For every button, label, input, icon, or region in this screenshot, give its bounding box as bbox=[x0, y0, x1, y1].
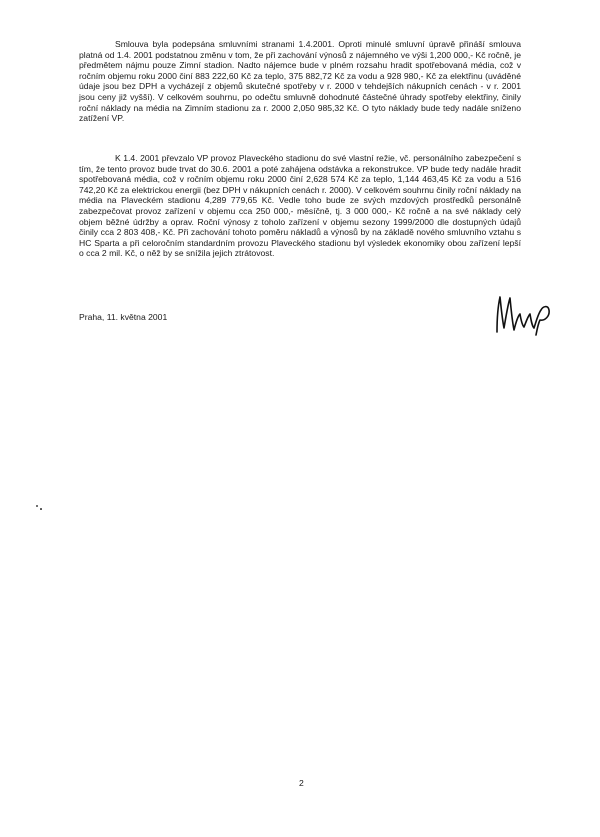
paragraph-2-text: K 1.4. 2001 převzalo VP provoz Plaveckého stadionu do své vlastní režie, vč. personálního zabezpečení s tím, že tento provoz bude trvat do 30.6. 2001 a poté zahájena odstávka a rekonstrukce. VP bude tedy nadále hradit spotřebovaná média, což v ročním objemu roku 2000 činí 2,628 574 Kč za teplo, 1,144 463,45 Kč za vodu a 516 742,20 Kč za elektrickou energii (bez DPH v nákupních cenách r. 2000). V celkovém souhrnu činily roční náklady na média na Plaveckém stadionu 4,289 779,65 Kč. Vedle toho bude ze svých mzdových prostředků personálně zabezpečovat provoz zařízení v objemu cca 250 000,- měsíčně, tj. 3 000 000,- Kč ročně a na své náklady celý objem běžné údržby a oprav. Roční výnosy z toholo zařízení v objemu sezony 1999/2000 dle dostupných údajů činily cca 2 803 408,- Kč. Při zachování tohoto poměru nákladů a výnosů by na základě nového smluvního vztahu s HC Sparta a při celoročním standardním provozu Plaveckého stadionu byl výsledek ekonomiky obou zařízení lepší o cca 2 mil. Kč, o něž by se snížila jejich ztrátovost. bbox=[79, 153, 521, 259]
paragraph-1 bbox=[79, 39, 521, 124]
scan-speck bbox=[40, 508, 42, 510]
paragraph-1-text: Smlouva byla podepsána smluvními stranami 1.4.2001. Oproti minulé smluvní úpravě přináší smlouva platná od 1.4. 2001 podstatnou změnu v tom, že při zachování výnosů z nájemného ve výši 1,200 000,- Kč ročně, je předmětem nájmu pouze Zimní stadion. Nadto nájemce bude v plném rozsahu hradit spotřebovaná média, což v ročním objemu roku 2000 činí 883 222,60 Kč za teplo, 375 882,72 Kč za vodu a 928 980,- Kč za elektřinu (uváděné údaje jsou bez DPH a vycházejí z objemů skutečné spotřeby v r. 2000 v tehdejších nákupních cenách - v r. 2001 jsou ceny již vyšší). V celkovém souhrnu, po odečtu smluvně dohodnuté částečné úhrady spotřeby elektřiny, činily roční náklady na média na Zimním stadionu za r. 2000 2,050 985,32 Kč. O tyto náklady bude tedy nadále sníženo zatížení VP. bbox=[79, 39, 521, 124]
page-number: 2 bbox=[299, 778, 304, 788]
paragraph-2 bbox=[79, 153, 521, 259]
handwritten-signature bbox=[491, 292, 571, 337]
place-and-date: Praha, 11. května 2001 bbox=[79, 312, 168, 322]
scan-speck bbox=[36, 505, 38, 507]
